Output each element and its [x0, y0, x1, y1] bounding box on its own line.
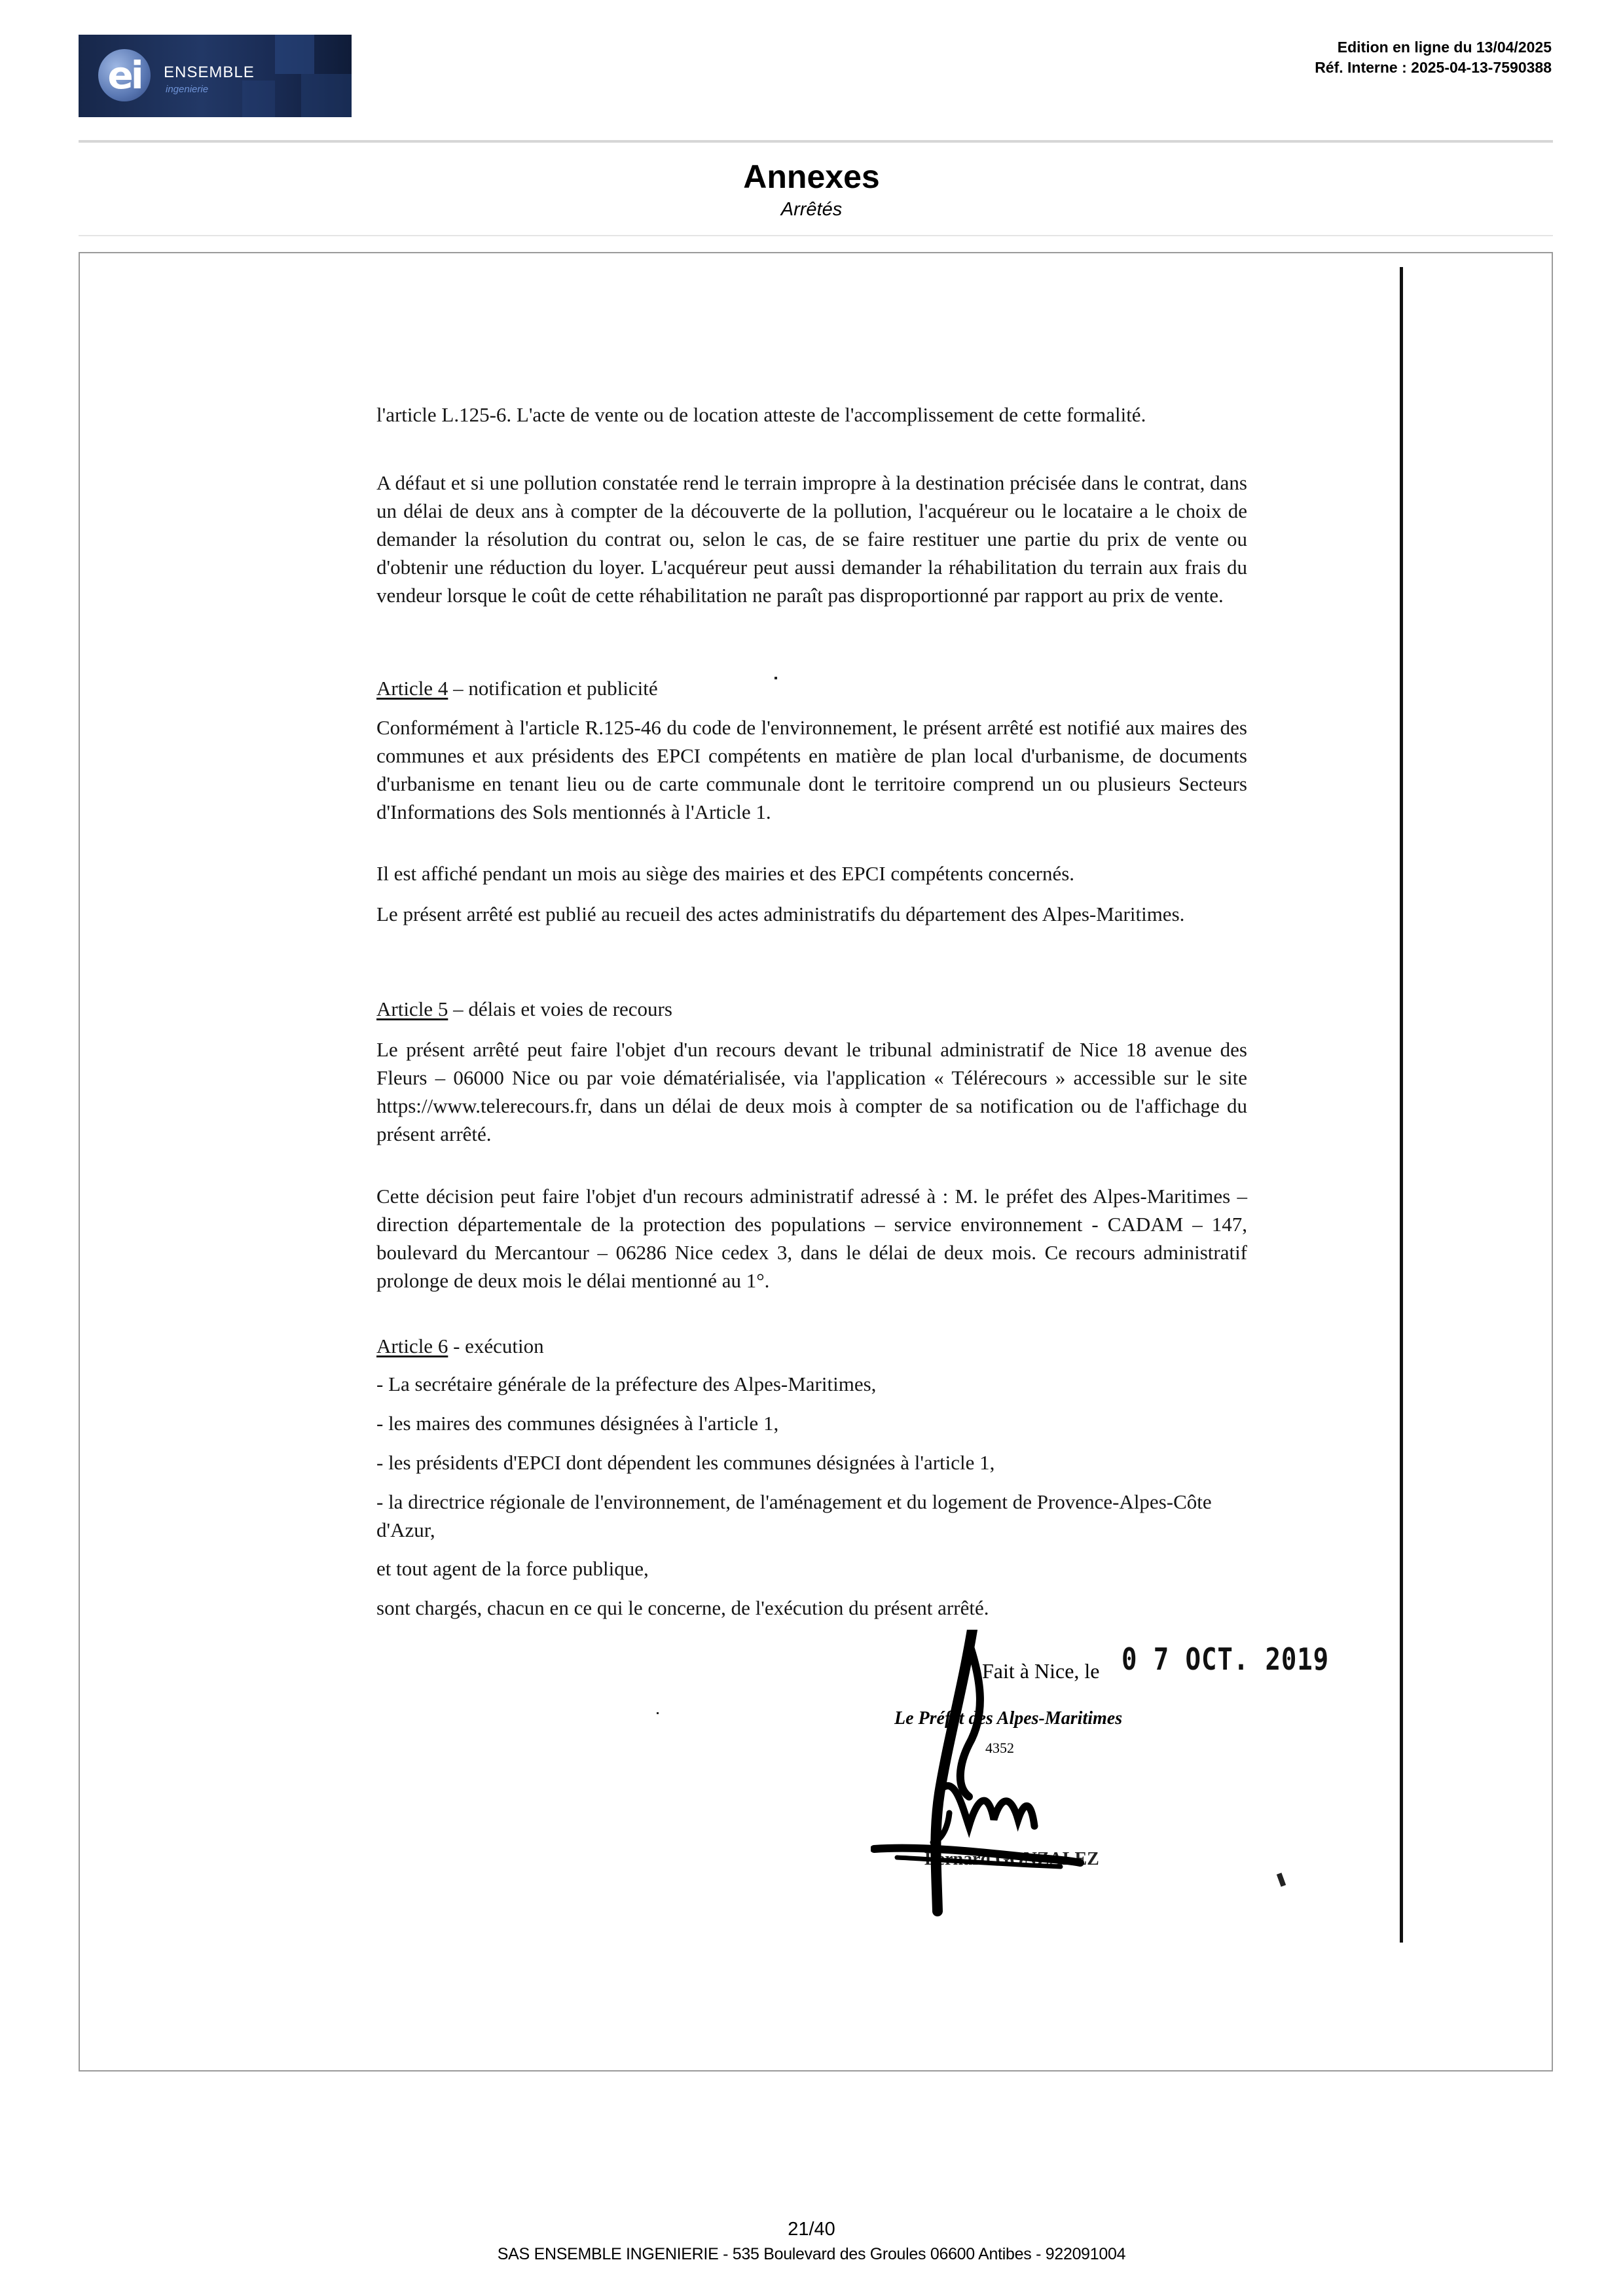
article-6-item: sont chargés, chacun en ce qui le concerne, de l'exécution du présent arrêté. [376, 1596, 989, 1619]
paragraph-intro: l'article L.125-6. L'acte de vente ou de location atteste de l'accomplissement de cette formalité. [376, 403, 1146, 426]
company-logo [79, 35, 352, 117]
signature-place: Fait à Nice, le [982, 1659, 1100, 1683]
article-6-item: - La secrétaire générale de la préfecture des Alpes-Maritimes, [376, 1372, 877, 1395]
title-divider [79, 235, 1553, 236]
page-number: 21/40 [788, 2219, 835, 2240]
header-divider [79, 140, 1553, 143]
scan-edge-line [1400, 267, 1403, 1943]
scan-speck [775, 677, 777, 679]
handwritten-signature [871, 1630, 1106, 1918]
article-5-paragraph-1: Le présent arrêté peut faire l'objet d'un recours devant le tribunal administratif de Nice 18 avenue des Fleurs – 06000 Nice ou par voie dématérialisée, via l'application « Télérecours » accessible sur le site https://www.telerecours.fr, dans un délai de deux mois à compter de sa notification ou de l'affichage du présent arrêté. [376, 1038, 1247, 1145]
article-4-heading [376, 674, 1247, 702]
signer-name: Bernard GONZALEZ [924, 1849, 1099, 1869]
scan-speck [657, 1712, 659, 1714]
article-5-title: – délais et voies de recours [448, 997, 672, 1020]
article-5-heading [376, 995, 1247, 1023]
article-6-item: - les présidents d'EPCI dont dépendent les communes désignées à l'article 1, [376, 1451, 995, 1474]
article-4-title: – notification et publicité [448, 677, 658, 700]
article-6-title: - exécution [448, 1335, 544, 1357]
article-4-paragraph-3: Le présent arrêté est publié au recueil des actes administratifs du département des Alpes-Maritimes. [376, 903, 1185, 925]
paragraph-pollution: A défaut et si une pollution constatée rend le terrain impropre à la destination précisée dans le contrat, dans un délai de deux ans à compter de la découverte de la pollution, l'acquéreur ou le locataire a le choix de demander la résolution du contrat ou, selon le cas, de se faire restituer une partie du prix de vente ou d'obtenir une réduction du loyer. L'acquéreur peut aussi demander la réhabilitation du terrain aux frais du vendeur lorsque le coût de cette réhabilitation ne paraît pas disproportionné par rapport au prix de vente. [376, 471, 1247, 607]
article-5-label: Article 5 [376, 997, 448, 1020]
page-subtitle: Arrêtés [780, 199, 843, 220]
logo-brand: ENSEMBLE [164, 63, 255, 81]
article-6-label: Article 6 [376, 1335, 448, 1357]
company-footer: SAS ENSEMBLE INGENIERIE - 535 Boulevard des Groules 06600 Antibes - 922091004 [497, 2245, 1126, 2263]
article-4-paragraph-1: Conformément à l'article R.125-46 du code de l'environnement, le présent arrêté est notifié aux maires des communes et aux présidents des EPCI compétents en matière de plan local d'urbanisme, de documents d'urbanisme en tenant lieu ou de carte communale dont le territoire comprend un ou plusieurs Secteurs d'Informations des Sols mentionnés à l'Article 1. [376, 716, 1247, 823]
edition-date: Edition en ligne du 13/04/2025 [1337, 39, 1552, 56]
internal-reference: Réf. Interne : 2025-04-13-7590388 [1315, 59, 1552, 76]
signature-reference: 4352 [985, 1740, 1014, 1756]
article-6-item: - les maires des communes désignées à l'article 1, [376, 1412, 779, 1435]
logo-mark: ei [98, 49, 151, 101]
prefect-title: Le Préfet des Alpes-Maritimes [894, 1708, 1123, 1729]
article-6-heading [376, 1332, 1247, 1360]
page-title: Annexes [743, 158, 880, 195]
article-4-label: Article 4 [376, 677, 448, 700]
article-6-item: et tout agent de la force publique, [376, 1557, 649, 1580]
article-4-paragraph-2: Il est affiché pendant un mois au siège des mairies et des EPCI compétents concernés. [376, 862, 1075, 885]
article-5-paragraph-2: Cette décision peut faire l'objet d'un recours administratif adressé à : M. le préfet des Alpes-Maritimes – direction départementale de la protection des populations – service environnement - CADAM – 147, boulevard du Mercantour – 06286 Nice cedex 3, dans le délai de deux mois. Ce recours administratif prolonge de deux mois le délai mentionné au 1°. [376, 1185, 1247, 1292]
logo-subtitle: ingenierie [166, 84, 209, 95]
edition-info [1315, 37, 1552, 78]
date-stamp: 0 7 OCT. 2019 [1122, 1641, 1330, 1677]
article-6-item: - la directrice régionale de l'environnement, de l'aménagement et du logement de Provence-Alpes-Côte d'Azur, [376, 1490, 1212, 1541]
